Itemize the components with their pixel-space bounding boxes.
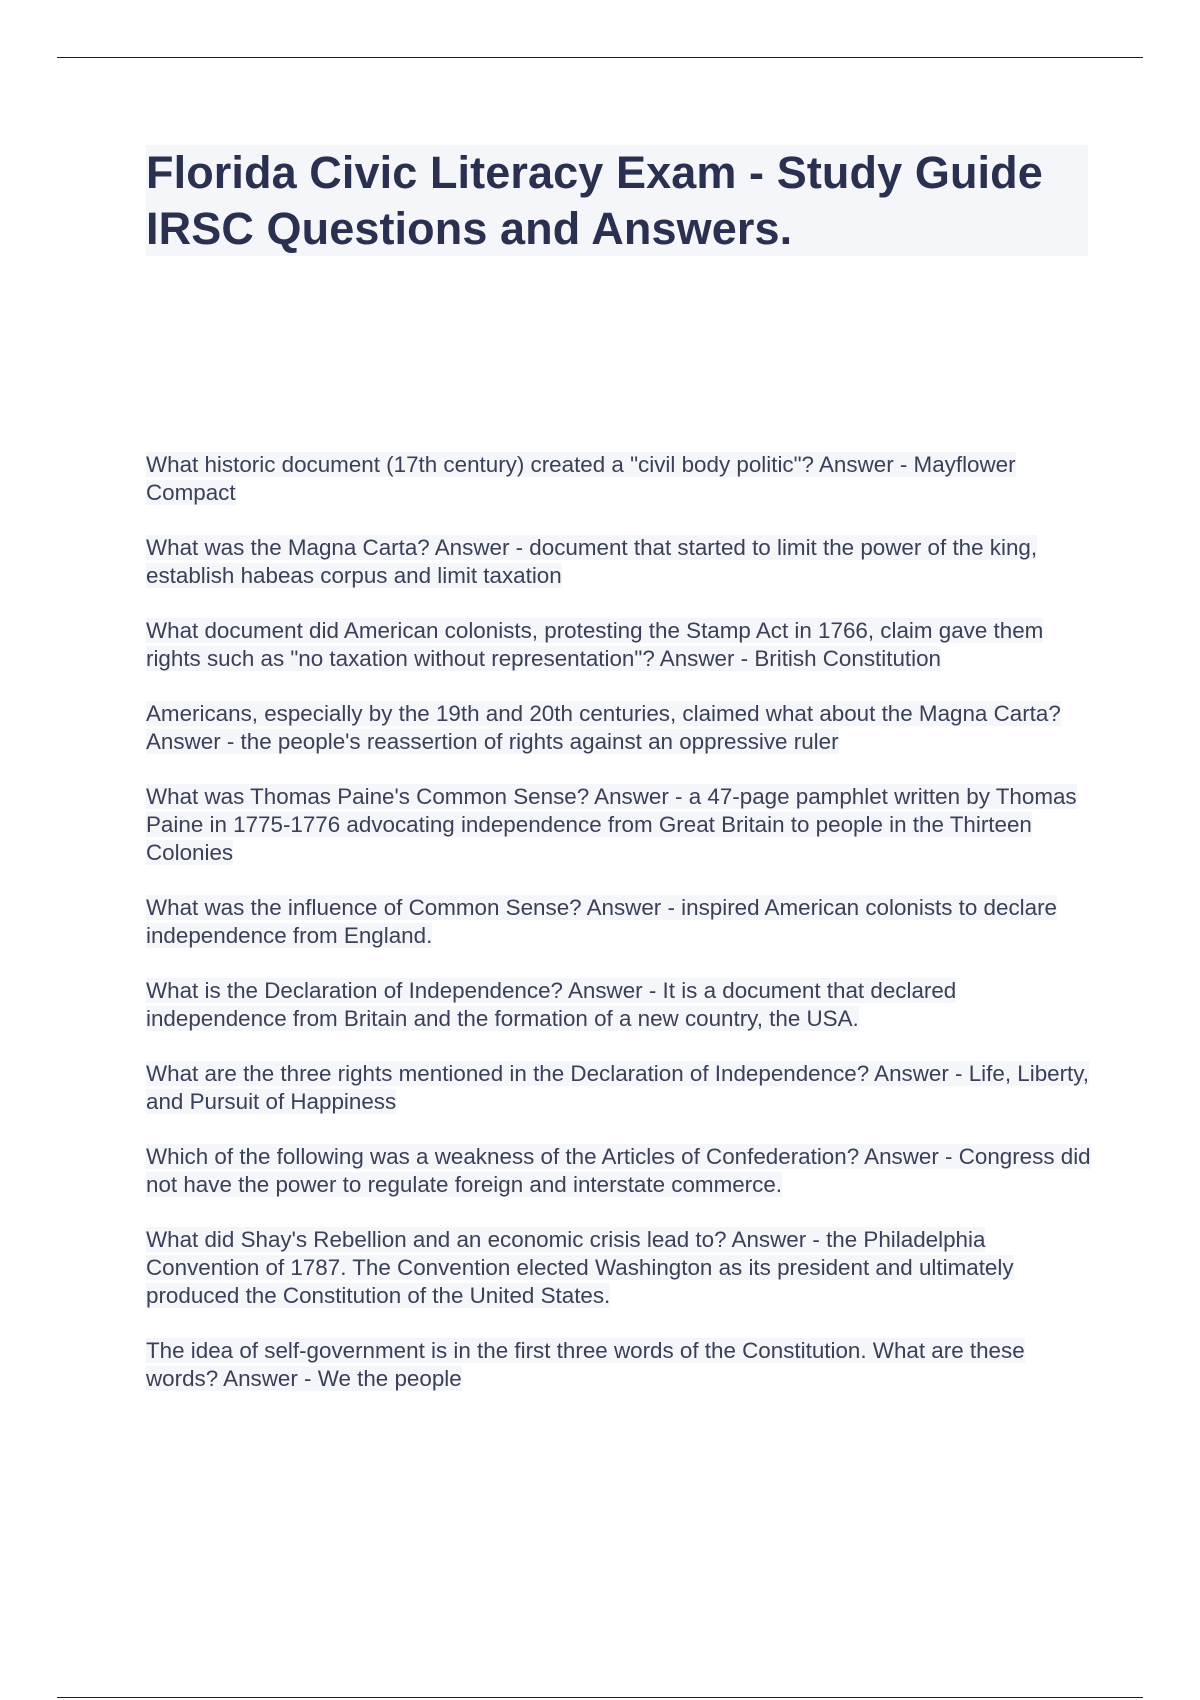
qa-item [146,783,1091,867]
qa-list [146,451,1091,1420]
qa-item [146,534,1091,590]
qa-item [146,451,1091,507]
qa-text: What did Shay's Rebellion and an economic crisis lead to? Answer - the Philadelphia Convention of 1787. The Convention elected Washington as its president and ultimately produced the Constitution of the United States. [146,1227,1014,1308]
document-title: Florida Civic Literacy Exam - Study Guide IRSC Questions and Answers. [146,147,1043,254]
qa-text: Which of the following was a weakness of the Articles of Confederation? Answer - Congress did not have the power to regulate foreign and interstate commerce. [146,1144,1091,1197]
qa-item [146,700,1091,756]
qa-text: What was Thomas Paine's Common Sense? Answer - a 47-page pamphlet written by Thomas Paine in 1775-1776 advocating independence from Great Britain to people in the Thirteen Colonies [146,784,1077,865]
top-divider [57,57,1143,58]
qa-item [146,1060,1091,1116]
qa-text: What was the Magna Carta? Answer - document that started to limit the power of the king, establish habeas corpus and limit taxation [146,535,1038,588]
qa-item [146,1337,1091,1393]
bottom-divider [57,1697,1143,1698]
qa-text: What was the influence of Common Sense? Answer - inspired American colonists to declare independence from England. [146,895,1057,948]
qa-item [146,1143,1091,1199]
qa-text: What historic document (17th century) created a "civil body politic"? Answer - Mayflower Compact [146,452,1016,505]
qa-text: What is the Declaration of Independence? Answer - It is a document that declared independence from Britain and the formation of a new country, the USA. [146,978,957,1031]
title-block [146,145,1088,256]
qa-text: Americans, especially by the 19th and 20th centuries, claimed what about the Magna Carta? Answer - the people's reassertion of rights against an oppressive ruler [146,701,1061,754]
qa-item [146,617,1091,673]
qa-text: What document did American colonists, protesting the Stamp Act in 1766, claim gave them rights such as "no taxation without representation"? Answer - British Constitution [146,618,1044,671]
qa-item [146,894,1091,950]
qa-item [146,977,1091,1033]
qa-text: What are the three rights mentioned in the Declaration of Independence? Answer - Life, Liberty, and Pursuit of Happiness [146,1061,1090,1114]
qa-text: The idea of self-government is in the first three words of the Constitution. What are these words? Answer - We the people [146,1338,1025,1391]
qa-item [146,1226,1091,1310]
